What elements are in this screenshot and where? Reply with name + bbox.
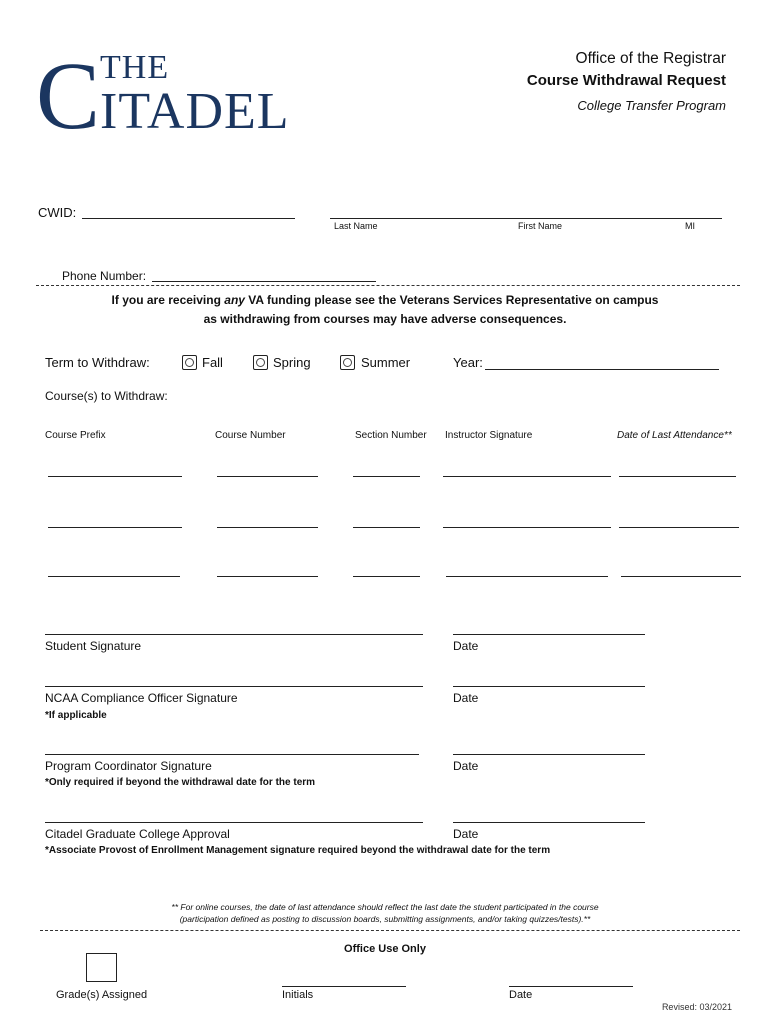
row2-section[interactable] (353, 527, 420, 528)
last-name-label: Last Name (334, 221, 378, 231)
row3-prefix[interactable] (48, 576, 180, 577)
year-field[interactable] (485, 369, 719, 370)
row3-instructor[interactable] (446, 576, 608, 577)
spring-checkbox[interactable] (253, 355, 268, 370)
cgc-date-field[interactable] (453, 822, 645, 823)
program-name: College Transfer Program (577, 98, 726, 113)
coordinator-date-label: Date (453, 759, 479, 773)
logo-c: C (36, 44, 101, 136)
col-course-number: Course Number (215, 430, 286, 441)
coordinator-signature-label: Program Coordinator Signature (45, 759, 212, 773)
row2-prefix[interactable] (48, 527, 182, 528)
revised-date: Revised: 03/2021 (661, 1002, 732, 1012)
coordinator-date-field[interactable] (453, 754, 645, 755)
grade-box[interactable] (86, 953, 117, 982)
row1-instructor[interactable] (443, 476, 611, 477)
term-label: Term to Withdraw: (45, 355, 150, 370)
ncaa-date-label: Date (453, 691, 479, 705)
logo-the: THE (100, 49, 170, 86)
phone-label: Phone Number: (62, 269, 147, 283)
office-name: Office of the Registrar (575, 50, 726, 67)
section-divider (36, 285, 740, 286)
va-notice-line1: If you are receiving any VA funding please see the Veterans Services Representative on campus (111, 293, 659, 307)
student-date-field[interactable] (453, 634, 645, 635)
ncaa-signature-label: NCAA Compliance Officer Signature (45, 691, 238, 705)
row2-number[interactable] (217, 527, 318, 528)
year-label: Year: (453, 355, 483, 370)
grades-assigned-label: Grade(s) Assigned (56, 989, 148, 1001)
summer-checkbox[interactable] (340, 355, 355, 370)
row2-instructor[interactable] (443, 527, 611, 528)
row1-last-date[interactable] (619, 476, 736, 477)
col-course-prefix: Course Prefix (45, 430, 106, 441)
name-field[interactable] (330, 218, 722, 219)
ncaa-signature-field[interactable] (45, 686, 423, 687)
ncaa-note: *If applicable (45, 710, 107, 721)
footnote-line1: ** For online courses, the date of last attendance should reflect the last date the student participated in the course (171, 902, 599, 912)
row1-number[interactable] (217, 476, 318, 477)
office-date-field[interactable] (509, 986, 633, 987)
cgc-note: *Associate Provost of Enrollment Management signature required beyond the withdrawal date for the term (45, 845, 551, 856)
student-signature-label: Student Signature (45, 639, 142, 653)
cgc-date-label: Date (453, 827, 479, 841)
initials-label: Initials (282, 989, 314, 1001)
office-date-label: Date (509, 989, 533, 1001)
spring-label: Spring (273, 355, 311, 370)
first-name-label: First Name (518, 221, 563, 231)
footnote-line2: (participation defined as posting to discussion boards, submitting assignments, and/or taking quizzes/tests).** (179, 914, 591, 924)
logo-itadel: ITADEL (100, 83, 290, 136)
cwid-field[interactable] (82, 218, 295, 219)
row3-number[interactable] (217, 576, 318, 577)
row3-last-date[interactable] (621, 576, 741, 577)
fall-label: Fall (202, 355, 223, 370)
citadel-logo (36, 44, 321, 136)
student-date-label: Date (453, 639, 479, 653)
va-notice-line2: as withdrawing from courses may have adverse consequences. (203, 312, 567, 326)
courses-label: Course(s) to Withdraw: (45, 389, 168, 403)
cgc-approval-label: Citadel Graduate College Approval (45, 827, 230, 841)
office-divider (40, 930, 740, 931)
row3-section[interactable] (353, 576, 420, 577)
summer-label: Summer (361, 355, 411, 370)
row1-prefix[interactable] (48, 476, 182, 477)
cgc-signature-field[interactable] (45, 822, 423, 823)
col-section-number: Section Number (355, 430, 427, 441)
fall-checkbox[interactable] (182, 355, 197, 370)
coordinator-signature-field[interactable] (45, 754, 419, 755)
form-title: Course Withdrawal Request (526, 72, 726, 89)
initials-field[interactable] (282, 986, 406, 987)
row2-last-date[interactable] (619, 527, 739, 528)
cwid-label: CWID: (38, 205, 77, 220)
mi-label: MI (685, 221, 695, 231)
office-use-title: Office Use Only (344, 943, 426, 955)
col-last-attendance: Date of Last Attendance** (617, 430, 732, 441)
row1-section[interactable] (353, 476, 420, 477)
coordinator-note: *Only required if beyond the withdrawal date for the term (45, 777, 316, 788)
ncaa-date-field[interactable] (453, 686, 645, 687)
col-instructor-signature: Instructor Signature (445, 430, 533, 441)
student-signature-field[interactable] (45, 634, 423, 635)
phone-field[interactable] (152, 281, 376, 282)
